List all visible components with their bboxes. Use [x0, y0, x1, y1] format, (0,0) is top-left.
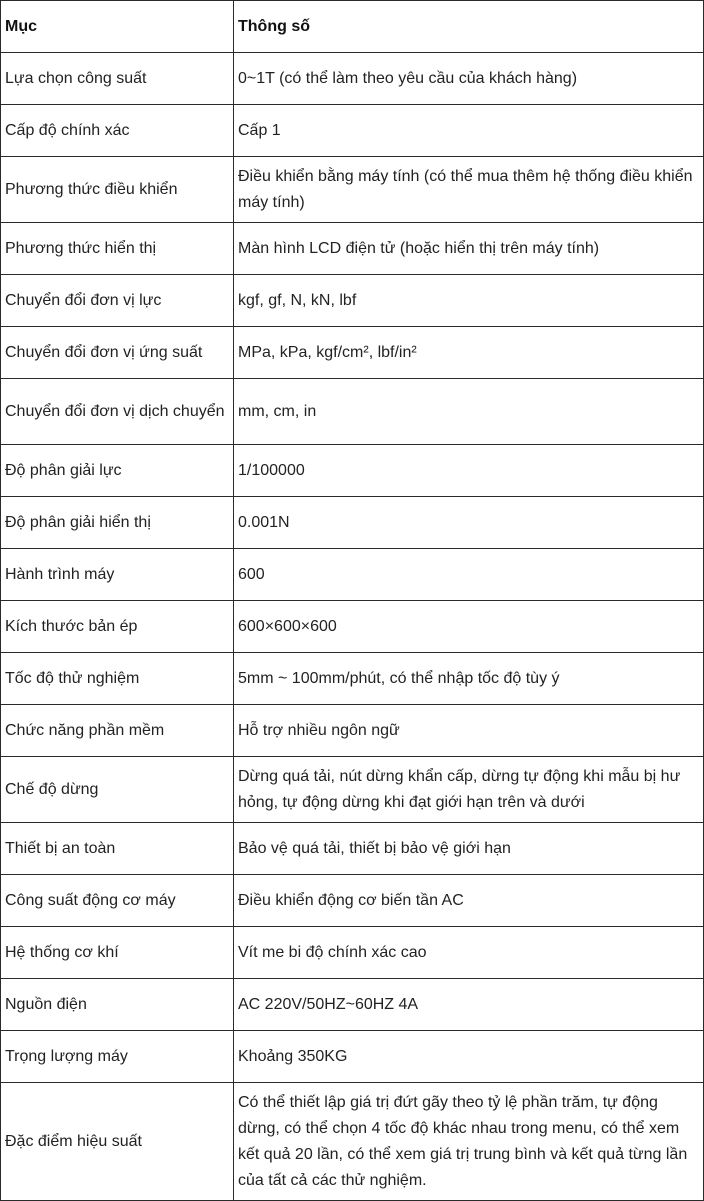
row-item: Nguồn điện	[1, 979, 234, 1031]
table-row	[1, 275, 704, 327]
row-item: Thiết bị an toàn	[1, 823, 234, 875]
row-item: Chuyển đổi đơn vị dịch chuyển	[1, 379, 234, 445]
row-item: Chế độ dừng	[1, 757, 234, 823]
row-item: Phương thức hiển thị	[1, 223, 234, 275]
row-spec: 1/100000	[234, 445, 704, 497]
table-row	[1, 875, 704, 927]
row-item: Hệ thống cơ khí	[1, 927, 234, 979]
table-row	[1, 927, 704, 979]
row-item: Độ phân giải lực	[1, 445, 234, 497]
row-item: Hành trình máy	[1, 549, 234, 601]
row-spec: Bảo vệ quá tải, thiết bị bảo vệ giới hạn	[234, 823, 704, 875]
row-item: Chuyển đổi đơn vị ứng suất	[1, 327, 234, 379]
row-item: Cấp độ chính xác	[1, 105, 234, 157]
table-row	[1, 653, 704, 705]
row-spec: 600×600×600	[234, 601, 704, 653]
row-spec: Cấp 1	[234, 105, 704, 157]
row-item: Tốc độ thử nghiệm	[1, 653, 234, 705]
table-row	[1, 157, 704, 223]
row-spec: Màn hình LCD điện tử (hoặc hiển thị trên máy tính)	[234, 223, 704, 275]
row-spec: 0.001N	[234, 497, 704, 549]
table-row	[1, 223, 704, 275]
row-item: Lựa chọn công suất	[1, 53, 234, 105]
row-spec: Dừng quá tải, nút dừng khẩn cấp, dừng tự động khi mẫu bị hư hỏng, tự động dừng khi đạt giới hạn trên và dưới	[234, 757, 704, 823]
row-item: Độ phân giải hiển thị	[1, 497, 234, 549]
row-item: Phương thức điều khiển	[1, 157, 234, 223]
table-header-row	[1, 1, 704, 53]
row-spec: Hỗ trợ nhiều ngôn ngữ	[234, 705, 704, 757]
row-spec: MPa, kPa, kgf/cm², lbf/in²	[234, 327, 704, 379]
table-row	[1, 445, 704, 497]
row-spec: 5mm ~ 100mm/phút, có thể nhập tốc độ tùy ý	[234, 653, 704, 705]
table-row	[1, 979, 704, 1031]
table-row	[1, 105, 704, 157]
row-spec: 0~1T (có thể làm theo yêu cầu của khách hàng)	[234, 53, 704, 105]
table-row	[1, 1031, 704, 1083]
table-row	[1, 601, 704, 653]
table-row	[1, 705, 704, 757]
row-spec: 600	[234, 549, 704, 601]
row-item: Trọng lượng máy	[1, 1031, 234, 1083]
row-item: Kích thước bản ép	[1, 601, 234, 653]
row-spec: Điều khiển bằng máy tính (có thể mua thêm hệ thống điều khiển máy tính)	[234, 157, 704, 223]
header-spec: Thông số	[234, 1, 704, 53]
table-row	[1, 549, 704, 601]
row-item: Chuyển đổi đơn vị lực	[1, 275, 234, 327]
table-row	[1, 497, 704, 549]
row-spec: mm, cm, in	[234, 379, 704, 445]
table-row	[1, 327, 704, 379]
table-row	[1, 53, 704, 105]
row-item: Công suất động cơ máy	[1, 875, 234, 927]
row-item: Đặc điểm hiệu suất	[1, 1083, 234, 1201]
row-spec: Có thể thiết lập giá trị đứt gãy theo tỷ lệ phần trăm, tự động dừng, có thể chọn 4 tốc độ khác nhau trong menu, có thể xem kết quả 20 lần, có thể xem giá trị trung bình và kết quả từng lần của tất cả các thử nghiệm.	[234, 1083, 704, 1201]
row-spec: kgf, gf, N, kN, lbf	[234, 275, 704, 327]
row-item: Chức năng phần mềm	[1, 705, 234, 757]
table-row	[1, 757, 704, 823]
row-spec: AC 220V/50HZ~60HZ 4A	[234, 979, 704, 1031]
table-row	[1, 1083, 704, 1201]
header-item: Mục	[1, 1, 234, 53]
row-spec: Vít me bi độ chính xác cao	[234, 927, 704, 979]
row-spec: Khoảng 350KG	[234, 1031, 704, 1083]
row-spec: Điều khiển động cơ biến tần AC	[234, 875, 704, 927]
table-row	[1, 379, 704, 445]
table-row	[1, 823, 704, 875]
